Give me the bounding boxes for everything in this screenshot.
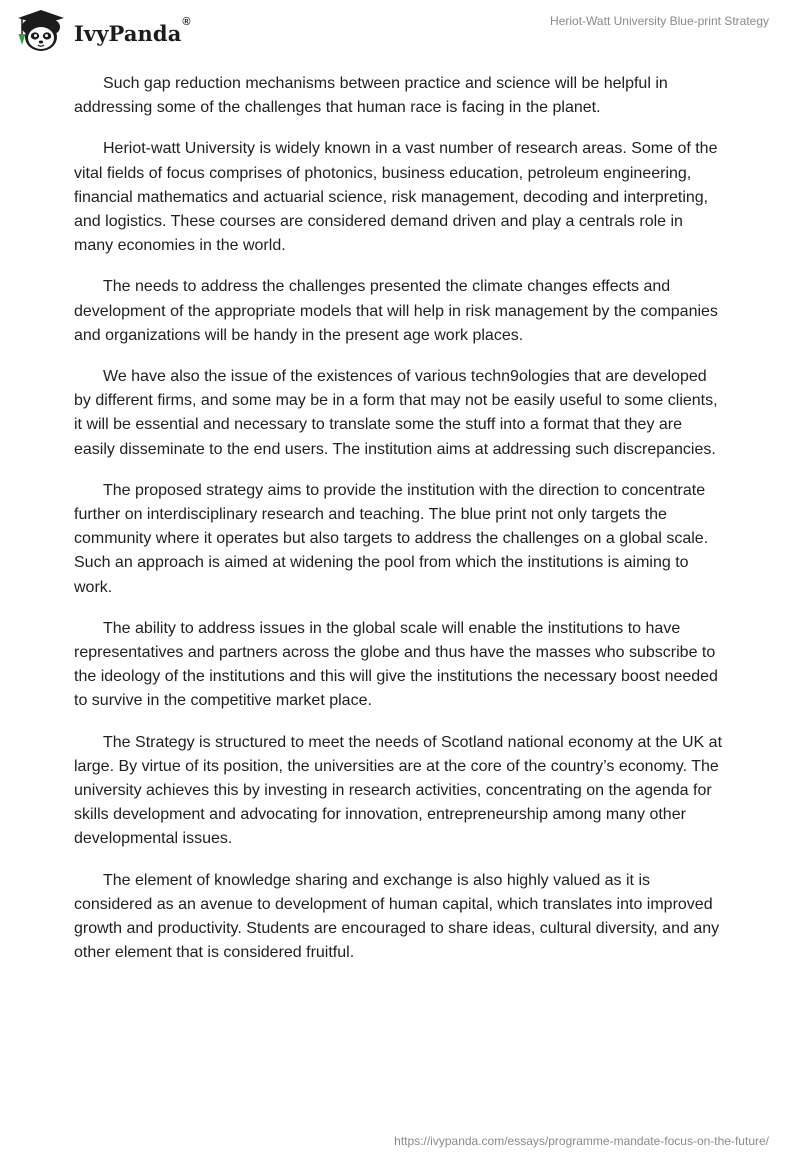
registered-mark: ®	[182, 15, 191, 28]
brand-name: IvyPanda®	[74, 15, 191, 46]
essay-body	[74, 72, 726, 983]
panda-graduation-cap-icon	[14, 8, 68, 54]
ivypanda-logo[interactable]	[14, 8, 191, 54]
paragraph: The Strategy is structured to meet the needs of Scotland national economy at the UK at large. By virtue of its position, the universities are at the core of the country’s economy. The university achieves this by investing in research activities, concentrating on the agenda for skills development and advocating for innovation, entrepreneurship among many other developmental issues.	[74, 733, 723, 848]
page-header	[0, 0, 800, 64]
paragraph: The ability to address issues in the global scale will enable the institutions to have representatives and partners across the globe and thus have the masses who subscribe to the ideology of the institutions and this will give the institutions the necessary boost needed to survive in the competitive market place.	[74, 619, 718, 710]
paragraph: The needs to address the challenges presented the climate changes effects and development of the appropriate models that will help in risk management by the companies and organizations will be handy in the present age work places.	[74, 278, 718, 344]
paragraph: We have also the issue of the existences of various techn9ologies that are developed by different firms, and some may be in a form that may not be easily useful to some clients, it will be essential and necessary to translate some the stuff into a format that they are easily disseminate to the end users. The institution aims at addressing such discrepancies.	[74, 368, 718, 458]
source-url-link[interactable]: https://ivypanda.com/essays/programme-mandate-focus-on-the-future/	[394, 1134, 769, 1148]
paragraph: The proposed strategy aims to provide the institution with the direction to concentrate further on interdisciplinary research and teaching. The blue print not only targets the community where it operates but also targets to address the challenges on a global scale. Such an approach is aimed at widening the pool from which the institutions is aiming to work.	[74, 481, 709, 596]
paragraph: Such gap reduction mechanisms between practice and science will be helpful in addressing some of the challenges that human race is facing in the planet.	[74, 75, 668, 117]
paragraph: The element of knowledge sharing and exchange is also highly valued as it is considered as an avenue to development of human capital, which translates into improved growth and productivity. Students are encouraged to share ideas, cultural diversity, and any other element that is considered fruitful.	[74, 871, 720, 962]
paragraph: Heriot-watt University is widely known in a vast number of research areas. Some of the vital fields of focus comprises of photonics, business education, petroleum engineering, financial mathematics and actuarial science, risk management, decoding and interpreting, and logistics. These courses are considered demand driven and play a centrals role in many economies in the world.	[74, 140, 718, 255]
document-title: Heriot-Watt University Blue-print Strategy	[550, 14, 769, 28]
